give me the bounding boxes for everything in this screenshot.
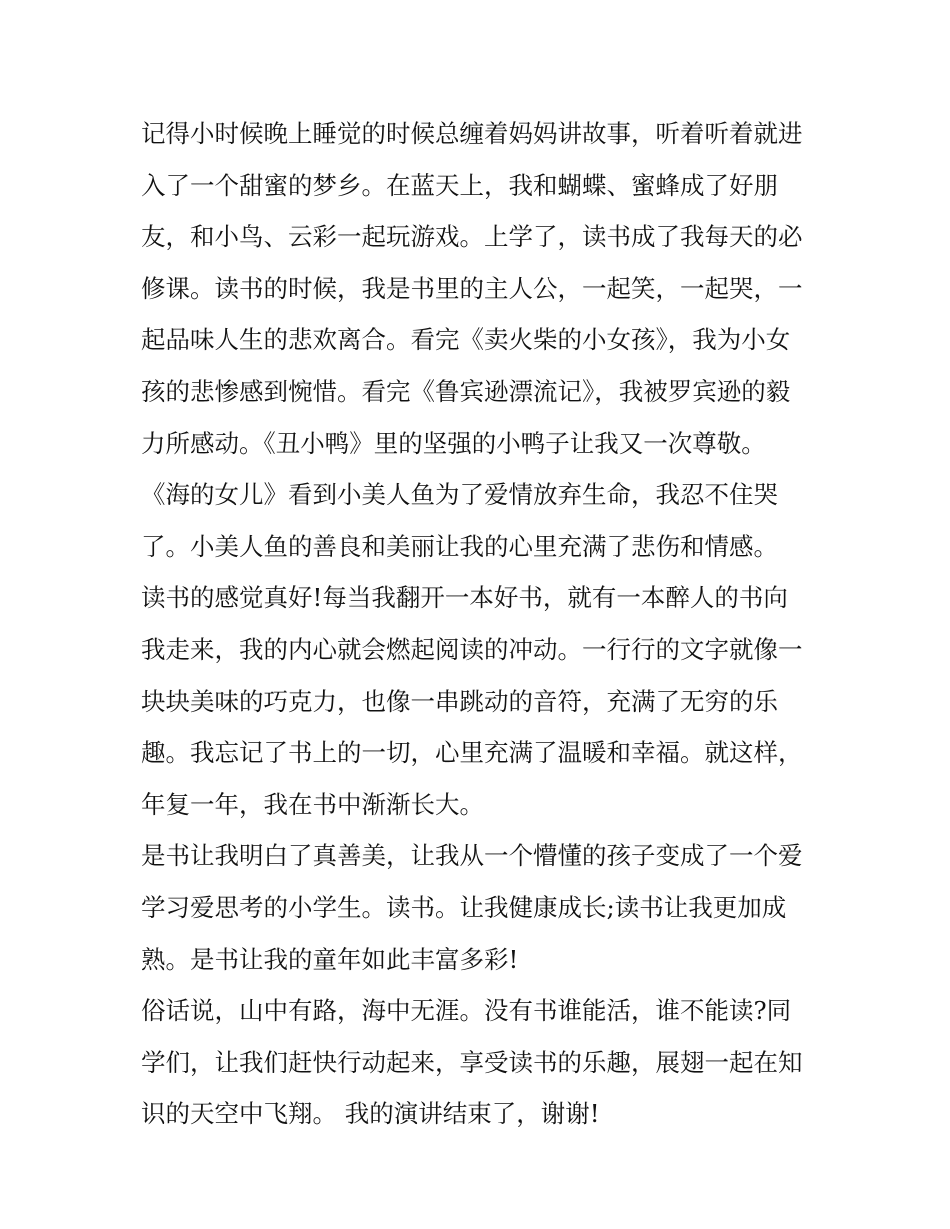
text-line: 了。小美人鱼的善良和美丽让我的心里充满了悲伤和情感。: [141, 531, 778, 561]
text-line: 学们，让我们赶快行动起来，享受读书的乐趣，展翅一起在知: [141, 1047, 803, 1077]
text-line: 孩的悲惨感到惋惜。看完《鲁宾逊漂流记》，我被罗宾逊的毅: [141, 376, 791, 406]
text-line: 《海的女儿》看到小美人鱼为了爱情放弃生命，我忍不住哭: [141, 480, 778, 510]
body-text: [141, 108, 821, 1140]
text-line: 识的天空中飞翔。 我的演讲结束了，谢谢!: [141, 1099, 600, 1129]
text-line: 是书让我明白了真善美，让我从一个懵懂的孩子变成了一个爱: [141, 841, 803, 871]
text-line: 读书的感觉真好!每当我翻开一本好书，就有一本醉人的书向: [141, 583, 788, 613]
text-line: 俗话说，山中有路，海中无涯。没有书谁能活，谁不能读?同: [141, 996, 792, 1026]
text-line: 入了一个甜蜜的梦乡。在蓝天上，我和蝴蝶、蜜蜂成了好朋: [141, 170, 778, 200]
text-line: 年复一年，我在书中渐渐长大。: [141, 789, 484, 819]
text-line: 起品味人生的悲欢离合。看完《卖火柴的小女孩》，我为小女: [141, 325, 791, 355]
text-line: 记得小时候晚上睡觉的时候总缠着妈妈讲故事，听着听着就进: [141, 119, 803, 148]
text-line: 熟。是书让我的童年如此丰富多彩!: [141, 944, 519, 974]
text-line: 力所感动。《丑小鸭》里的坚强的小鸭子让我又一次尊敬。: [141, 428, 766, 458]
text-line: 我走来，我的内心就会燃起阅读的冲动。一行行的文字就像一: [141, 634, 803, 664]
text-line: 块块美味的巧克力，也像一串跳动的音符，充满了无穷的乐: [141, 686, 778, 716]
text-line: 友，和小鸟、云彩一起玩游戏。上学了，读书成了我每天的必: [141, 222, 803, 252]
text-line: 趣。我忘记了书上的一切，心里充满了温暖和幸福。就这样，: [141, 738, 803, 768]
text-line: 学习爱思考的小学生。读书。让我健康成长;读书让我更加成: [141, 892, 787, 922]
text-line: 修课。读书的时候，我是书里的主人公，一起笑，一起哭，一: [141, 273, 803, 303]
